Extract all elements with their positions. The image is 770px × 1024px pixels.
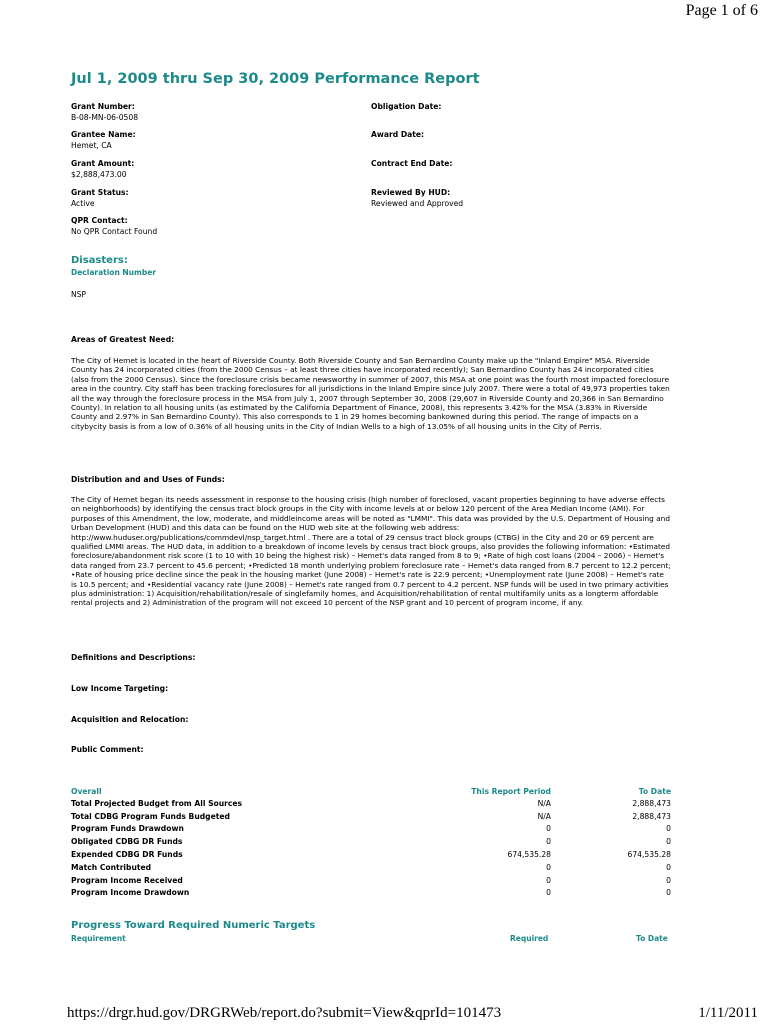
table-row <box>71 823 671 836</box>
contract-end-date-label: Contract End Date: <box>371 159 453 168</box>
row-label: Match Contributed <box>71 862 152 872</box>
table-row <box>71 835 671 848</box>
row-period-value: 674,535.28 <box>507 850 551 860</box>
grant-amount-value: $2,888,473.00 <box>71 170 127 179</box>
row-label: Expended CDBG DR Funds <box>71 850 183 860</box>
row-period-value: 0 <box>546 875 551 885</box>
qpr-contact-value: No QPR Contact Found <box>71 227 158 236</box>
row-to-date-value: 0 <box>666 888 671 898</box>
table-row <box>71 861 671 874</box>
required-header: Required <box>510 934 549 943</box>
row-label: Total CDBG Program Funds Budgeted <box>71 811 230 821</box>
to-date-header: To Date <box>638 786 671 796</box>
row-period-value: 0 <box>546 888 551 898</box>
row-period-value: N/A <box>537 811 551 821</box>
disasters-title: Disasters: <box>71 255 128 266</box>
row-to-date-value: 0 <box>666 862 671 872</box>
table-row <box>71 797 671 810</box>
progress-to-date-header: To Date <box>636 934 668 943</box>
row-period-value: 0 <box>546 837 551 847</box>
row-period-value: N/A <box>537 798 551 808</box>
grant-number-value: B-08-MN-06-0508 <box>71 113 139 122</box>
grantee-name-field <box>71 129 136 151</box>
row-to-date-value: 674,535.28 <box>627 850 671 860</box>
footer-url: https://drgr.hud.gov/DRGRWeb/report.do?submit=View&qprId=101473 <box>67 1005 502 1021</box>
declaration-number-value: NSP <box>71 290 86 299</box>
grant-status-value: Active <box>71 199 95 208</box>
requirement-header: Requirement <box>71 934 126 943</box>
obligation-date-field <box>371 101 441 112</box>
row-label: Total Projected Budget from All Sources <box>71 798 243 808</box>
acquisition-heading: Acquisition and Relocation: <box>71 715 189 724</box>
grant-amount-label: Grant Amount: <box>71 159 135 168</box>
row-to-date-value: 2,888,473 <box>632 798 671 808</box>
distribution-text: The City of Hemet began its needs assessment in response to the housing crisis (high number of foreclosed, vacant properties beginning to have adverse effects on neighborhoods) by identifying the census tract block groups in the City with income levels at or below 120 percent of the Area Median Income (AMI). For purposes of this Amendment, the low, moderate, and middleincome areas will be noted as "LMMI". This data was provided by the U.S. Department of Housing and Urban Development (HUD) and this data can be found on the HUD web site at the following web address: http://www.huduser.org/publications/commdevl/nsp_target.html . There are a total of 29 census tract block groups (CTBG) in the City and 20 or 69 percent are qualified LMMI areas. The HUD data, in addition to a breakdown of income levels by census tract block groups, also provides the following information: •Estimated foreclosure/abandonment risk score (1 to 10 with 10 being the highest risk) – Hemet's data ranged from 8 to 9; •Rate of high cost loans (2004 – 2006) – Hemet's data ranged from 23.7 percent to 45.6 percent; •Predicted 18 month underlying problem foreclosure rate – Hemet's data ranged from 8.7 percent to 12.2 percent; •Rate of housing price decline since the peak in the housing market (June 2008) – Hemet's rate is 22.9 percent; •Unemployment rate (June 2008) – Hemet's rate is 10.5 percent; and •Residential vacancy rate (June 2008) – Hemet's rate ranged from 0.7 percent to 4.2 percent. NSP funds will be used in two primary activities plus administration: 1) Acquisition/rehabilitation/resale of singlefamily homes, and Acquisition/rehabilitation of rental multifamily units as a longterm affordable rental projects and 2) Administration of the program will not exceed 10 percent of the NSP grant and 10 percent of program income, if any. <box>71 495 671 608</box>
contract-end-date-field <box>371 158 452 169</box>
areas-need-title: Areas of Greatest Need: <box>71 335 175 344</box>
grant-number-label: Grant Number: <box>71 102 135 111</box>
report-title: Jul 1, 2009 thru Sep 30, 2009 Performance Report <box>71 71 480 87</box>
row-to-date-value: 2,888,473 <box>632 811 671 821</box>
overall-table <box>71 785 671 899</box>
public-comment-heading: Public Comment: <box>71 745 144 754</box>
grantee-name-value: Hemet, CA <box>71 141 112 150</box>
qpr-contact-field <box>71 215 157 237</box>
row-label: Obligated CDBG DR Funds <box>71 837 183 847</box>
row-to-date-value: 0 <box>666 837 671 847</box>
areas-need-text: The City of Hemet is located in the heart of Riverside County. Both Riverside County and San Bernardino County make up the "Inland Empire" MSA. Riverside County has 24 incorporated cities (from the 2000 Census – at least three cities have incorporated recently); San Bernardino County has 24 incorporated cities (also from the 2000 Census). Since the foreclosure crisis became newsworthy in summer of 2007, this MSA at one point was the fourth most impacted foreclosure area in the country. City staff has been tracking foreclosures for all jurisdictions in the Inland Empire since July 2007. There were a total of 49,973 properties taken all the way through the foreclosure process in the MSA from July 1, 2007 through September 30, 2008 (29,607 in Riverside County and 20,366 in San Bernardino County). In relation to all housing units (as estimated by the California Department of Finance, 2008), this represents 3.42% for the MSA (3.83% in Riverside County and 2.97% in San Bernardino County). This also corresponds to 1 in 29 homes becoming bankowned during this period. The range of impacts on a citybycity basis is from a low of 0.36% of all housing units in the City of Indian Wells to a high of 13.05% of all housing units in the City of Perris. <box>71 356 670 431</box>
reviewed-by-hud-value: Reviewed and Approved <box>371 199 464 208</box>
reviewed-by-hud-field <box>371 187 463 209</box>
award-date-field <box>371 129 424 140</box>
overall-header-row <box>71 785 671 797</box>
grant-amount-field <box>71 158 134 180</box>
footer-date: 1/11/2011 <box>698 1005 758 1021</box>
row-label: Program Income Drawdown <box>71 888 190 898</box>
report-period-header: This Report Period <box>471 786 551 796</box>
grant-status-label: Grant Status: <box>71 188 129 197</box>
grantee-name-label: Grantee Name: <box>71 130 136 139</box>
row-label: Program Income Received <box>71 875 183 885</box>
definitions-heading: Definitions and Descriptions: <box>71 653 196 662</box>
obligation-date-label: Obligation Date: <box>371 102 442 111</box>
qpr-contact-label: QPR Contact: <box>71 216 128 225</box>
table-row <box>71 810 671 823</box>
row-period-value: 0 <box>546 862 551 872</box>
grant-status-field <box>71 187 129 209</box>
row-to-date-value: 0 <box>666 824 671 834</box>
award-date-label: Award Date: <box>371 130 425 139</box>
distribution-title: Distribution and and Uses of Funds: <box>71 475 225 484</box>
progress-title: Progress Toward Required Numeric Targets <box>71 920 316 931</box>
table-row <box>71 887 671 900</box>
low-income-heading: Low Income Targeting: <box>71 684 169 693</box>
page-indicator: Page 1 of 6 <box>685 2 758 19</box>
row-label: Program Funds Drawdown <box>71 824 184 834</box>
declaration-number-label: Declaration Number <box>71 268 156 277</box>
table-row <box>71 874 671 887</box>
table-row <box>71 848 671 861</box>
overall-header: Overall <box>71 786 102 796</box>
row-period-value: 0 <box>546 824 551 834</box>
reviewed-by-hud-label: Reviewed By HUD: <box>371 188 451 197</box>
grant-number-field <box>71 101 138 123</box>
row-to-date-value: 0 <box>666 875 671 885</box>
